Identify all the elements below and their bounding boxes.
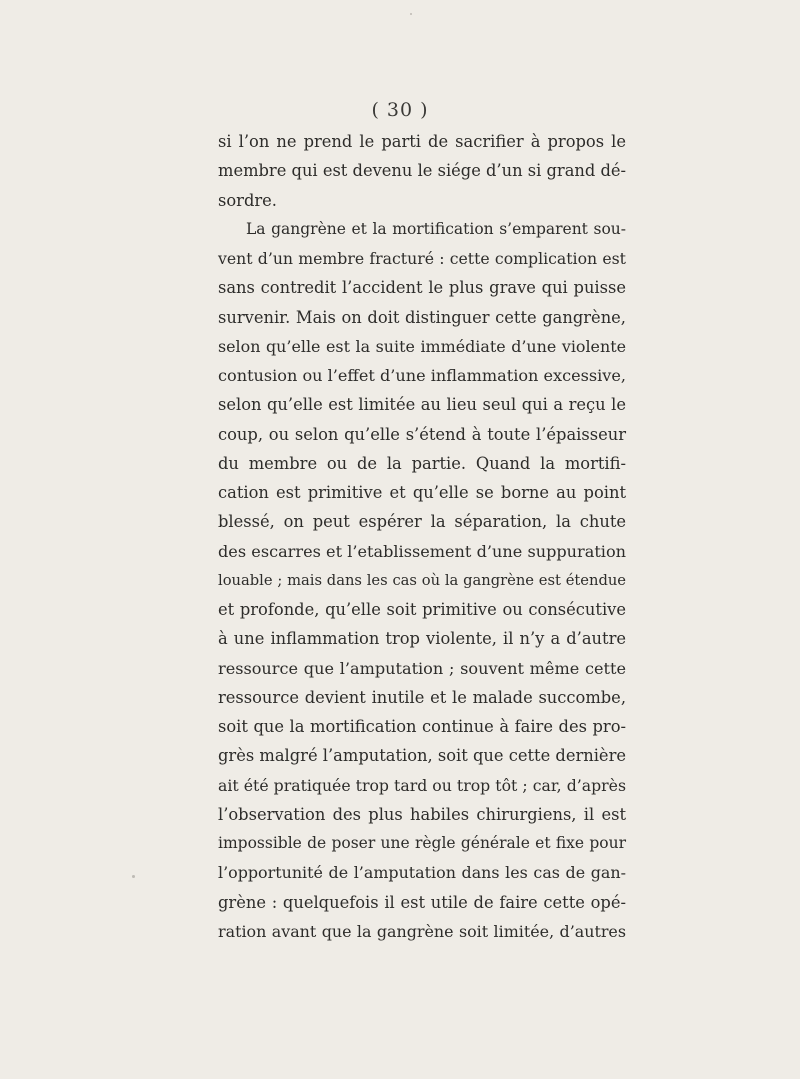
paper-speck: [410, 13, 412, 15]
text-line: membre qui est devenu le siége d’un si grand dé-: [218, 161, 627, 181]
text-line: sordre.: [218, 190, 277, 210]
text-line: cation est primitive et qu’elle se borne au point: [218, 483, 626, 502]
text-line: du membre ou de la partie. Quand la mortifi-: [218, 453, 626, 473]
text-line: soit que la mortification continue à faire des pro-: [218, 717, 626, 736]
text-line: grès malgré l’amputation, soit que cette dernière: [218, 746, 626, 766]
text-line: ration avant que la gangrène soit limitée, d’autres: [218, 921, 626, 941]
text-line: louable ; mais dans les cas où la gangrène est étendue: [218, 571, 626, 589]
text-line: si l’on ne prend le parti de sacrifier à propos le: [218, 132, 626, 151]
text-line: l’opportunité de l’amputation dans les cas de gan-: [218, 863, 626, 883]
text-line: vent d’un membre fracturé : cette complication est: [218, 249, 626, 268]
text-line: ressource devient inutile et le malade succombe,: [218, 687, 626, 707]
text-line: blessé, on peut espérer la séparation, la chute: [218, 512, 626, 532]
paper-speck: [132, 875, 135, 878]
text-line: des escarres et l’etablissement d’une suppuration: [218, 541, 626, 561]
text-line: coup, ou selon qu’elle s’étend à toute l’épaisseur: [218, 424, 626, 444]
page-number: ( 30 ): [371, 99, 429, 121]
text-line: La gangrène et la mortification s’emparent sou-: [246, 219, 626, 238]
text-line: l’observation des plus habiles chirurgiens, il est: [218, 804, 626, 824]
text-line: survenir. Mais on doit distinguer cette gangrène,: [218, 307, 626, 327]
text-line: grène : quelquefois il est utile de faire cette opé-: [218, 892, 626, 912]
text-line: contusion ou l’effet d’une inflammation excessive,: [218, 366, 627, 385]
body-text: [218, 127, 626, 946]
text-line: à une inflammation trop violente, il n’y a d’autre: [218, 629, 626, 649]
text-line: ait été pratiquée trop tard ou trop tôt ; car, d’après: [218, 775, 626, 795]
text-line: et profonde, qu’elle soit primitive ou consécutive: [218, 600, 626, 619]
text-line: selon qu’elle est limitée au lieu seul qui a reçu le: [218, 395, 626, 415]
text-line: selon qu’elle est la suite immédiate d’une violente: [218, 336, 626, 356]
text-line: sans contredit l’accident le plus grave qui puisse: [218, 278, 626, 298]
text-line: ressource que l’amputation ; souvent même cette: [218, 658, 626, 678]
text-line: impossible de poser une règle générale et fixe pour: [218, 834, 626, 852]
